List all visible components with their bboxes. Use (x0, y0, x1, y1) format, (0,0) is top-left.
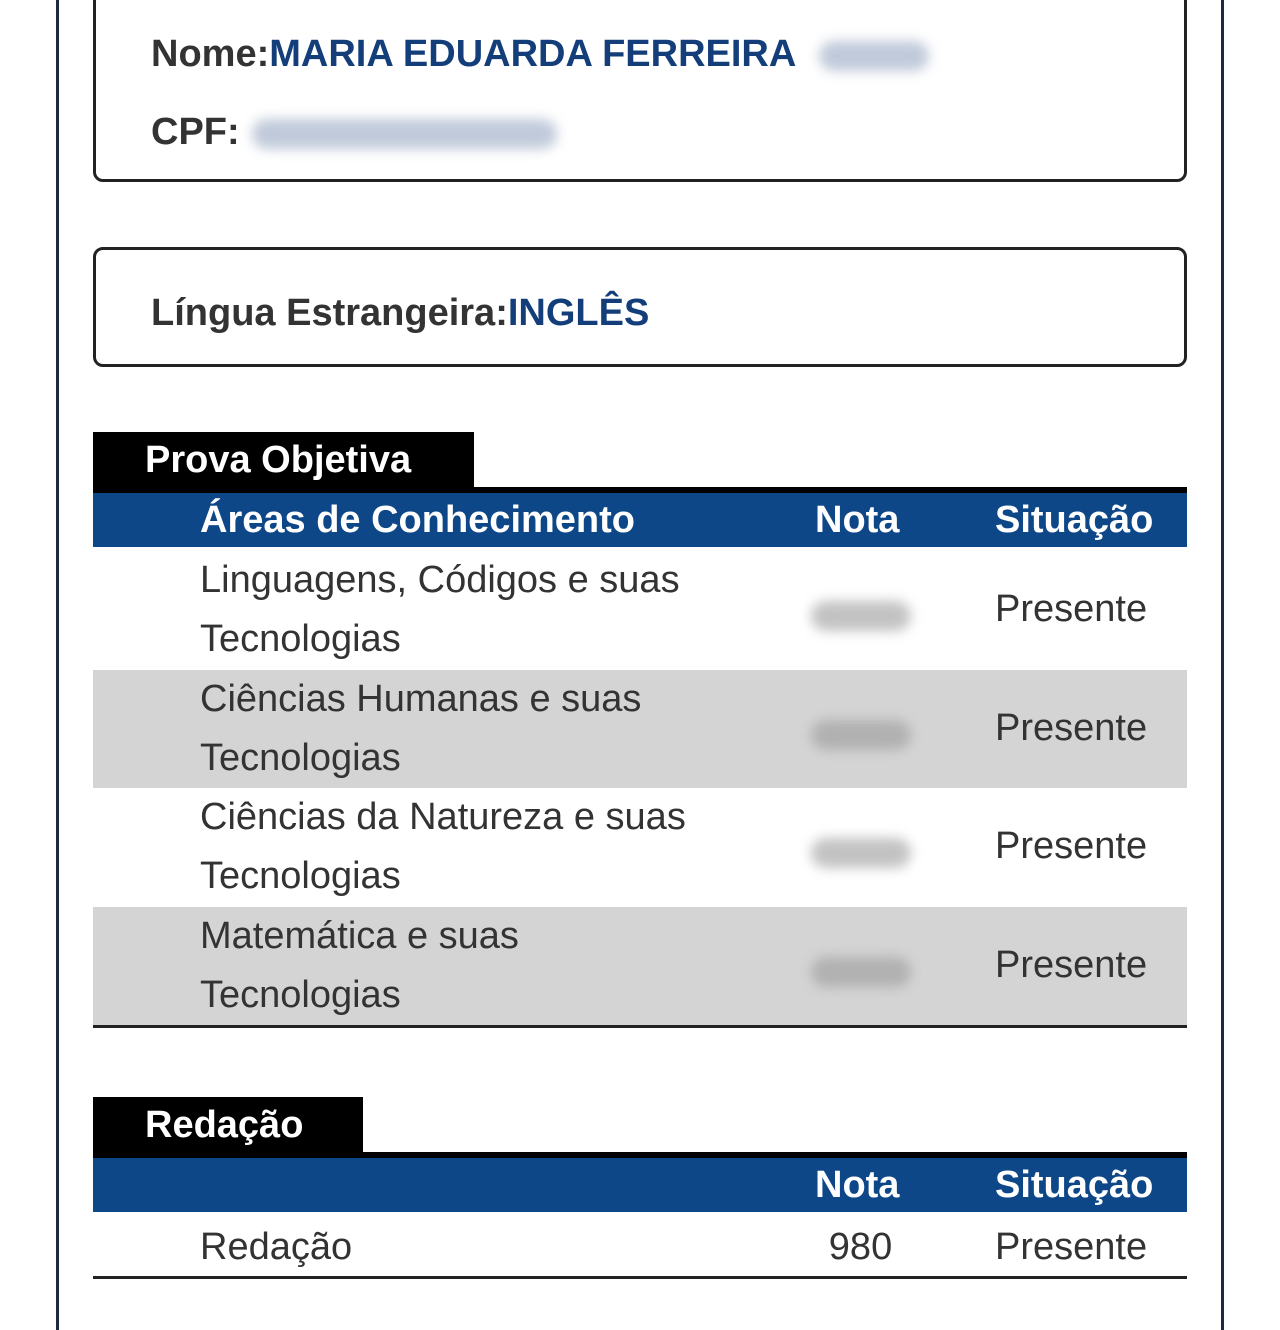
area-name-line2: Tecnologias (200, 618, 401, 660)
status-text: Presente (995, 944, 1148, 986)
table-row (93, 551, 1187, 670)
header-score: Nota (815, 499, 900, 541)
language-box (93, 247, 1187, 367)
area-name-line2: Tecnologias (200, 974, 401, 1016)
essay-header (93, 1152, 1187, 1212)
status-text: Presente (995, 707, 1148, 749)
area-name-line1: Matemática e suas (200, 915, 519, 957)
status-text: Presente (995, 825, 1148, 867)
objective-exam-tab: Prova Objetiva (93, 432, 474, 488)
language-label: Língua Estrangeira: (151, 292, 508, 334)
name-value: MARIA EDUARDA FERREIRA (269, 33, 795, 75)
essay-status: Presente (995, 1226, 1148, 1268)
score-redacted (808, 593, 913, 636)
essay-score: 980 (828, 1226, 893, 1268)
score-redacted (808, 949, 913, 992)
essay-label: Redação (200, 1226, 353, 1268)
area-name-line1: Ciências Humanas e suas (200, 678, 642, 720)
table-row (93, 670, 1187, 788)
score-redacted (808, 830, 913, 873)
name-label: Nome: (151, 33, 270, 75)
area-name-line2: Tecnologias (200, 737, 401, 779)
essay-tab: Redação (93, 1097, 363, 1153)
area-name-line1: Ciências da Natureza e suas (200, 796, 686, 838)
objective-exam-header (93, 487, 1187, 547)
score-redacted (808, 712, 913, 755)
header-score: Nota (815, 1164, 900, 1206)
header-area: Áreas de Conhecimento (200, 499, 635, 541)
essay-bottom-rule (93, 1276, 1187, 1279)
area-name-line1: Linguagens, Códigos e suas (200, 559, 680, 601)
cpf-redacted-blur (252, 119, 557, 149)
area-name-line2: Tecnologias (200, 855, 401, 897)
candidate-cpf-line (151, 111, 557, 154)
status-text: Presente (995, 588, 1148, 630)
candidate-name-line (151, 33, 929, 76)
name-redacted-blur (819, 41, 929, 71)
table-bottom-rule (93, 1025, 1187, 1028)
cpf-label: CPF: (151, 111, 240, 153)
language-line (151, 292, 649, 335)
header-status: Situação (995, 1164, 1154, 1206)
table-row (93, 788, 1187, 907)
table-row (93, 907, 1187, 1025)
essay-row (93, 1218, 1187, 1276)
candidate-info-box (93, 0, 1187, 182)
header-status: Situação (995, 499, 1154, 541)
language-value: INGLÊS (507, 292, 650, 334)
